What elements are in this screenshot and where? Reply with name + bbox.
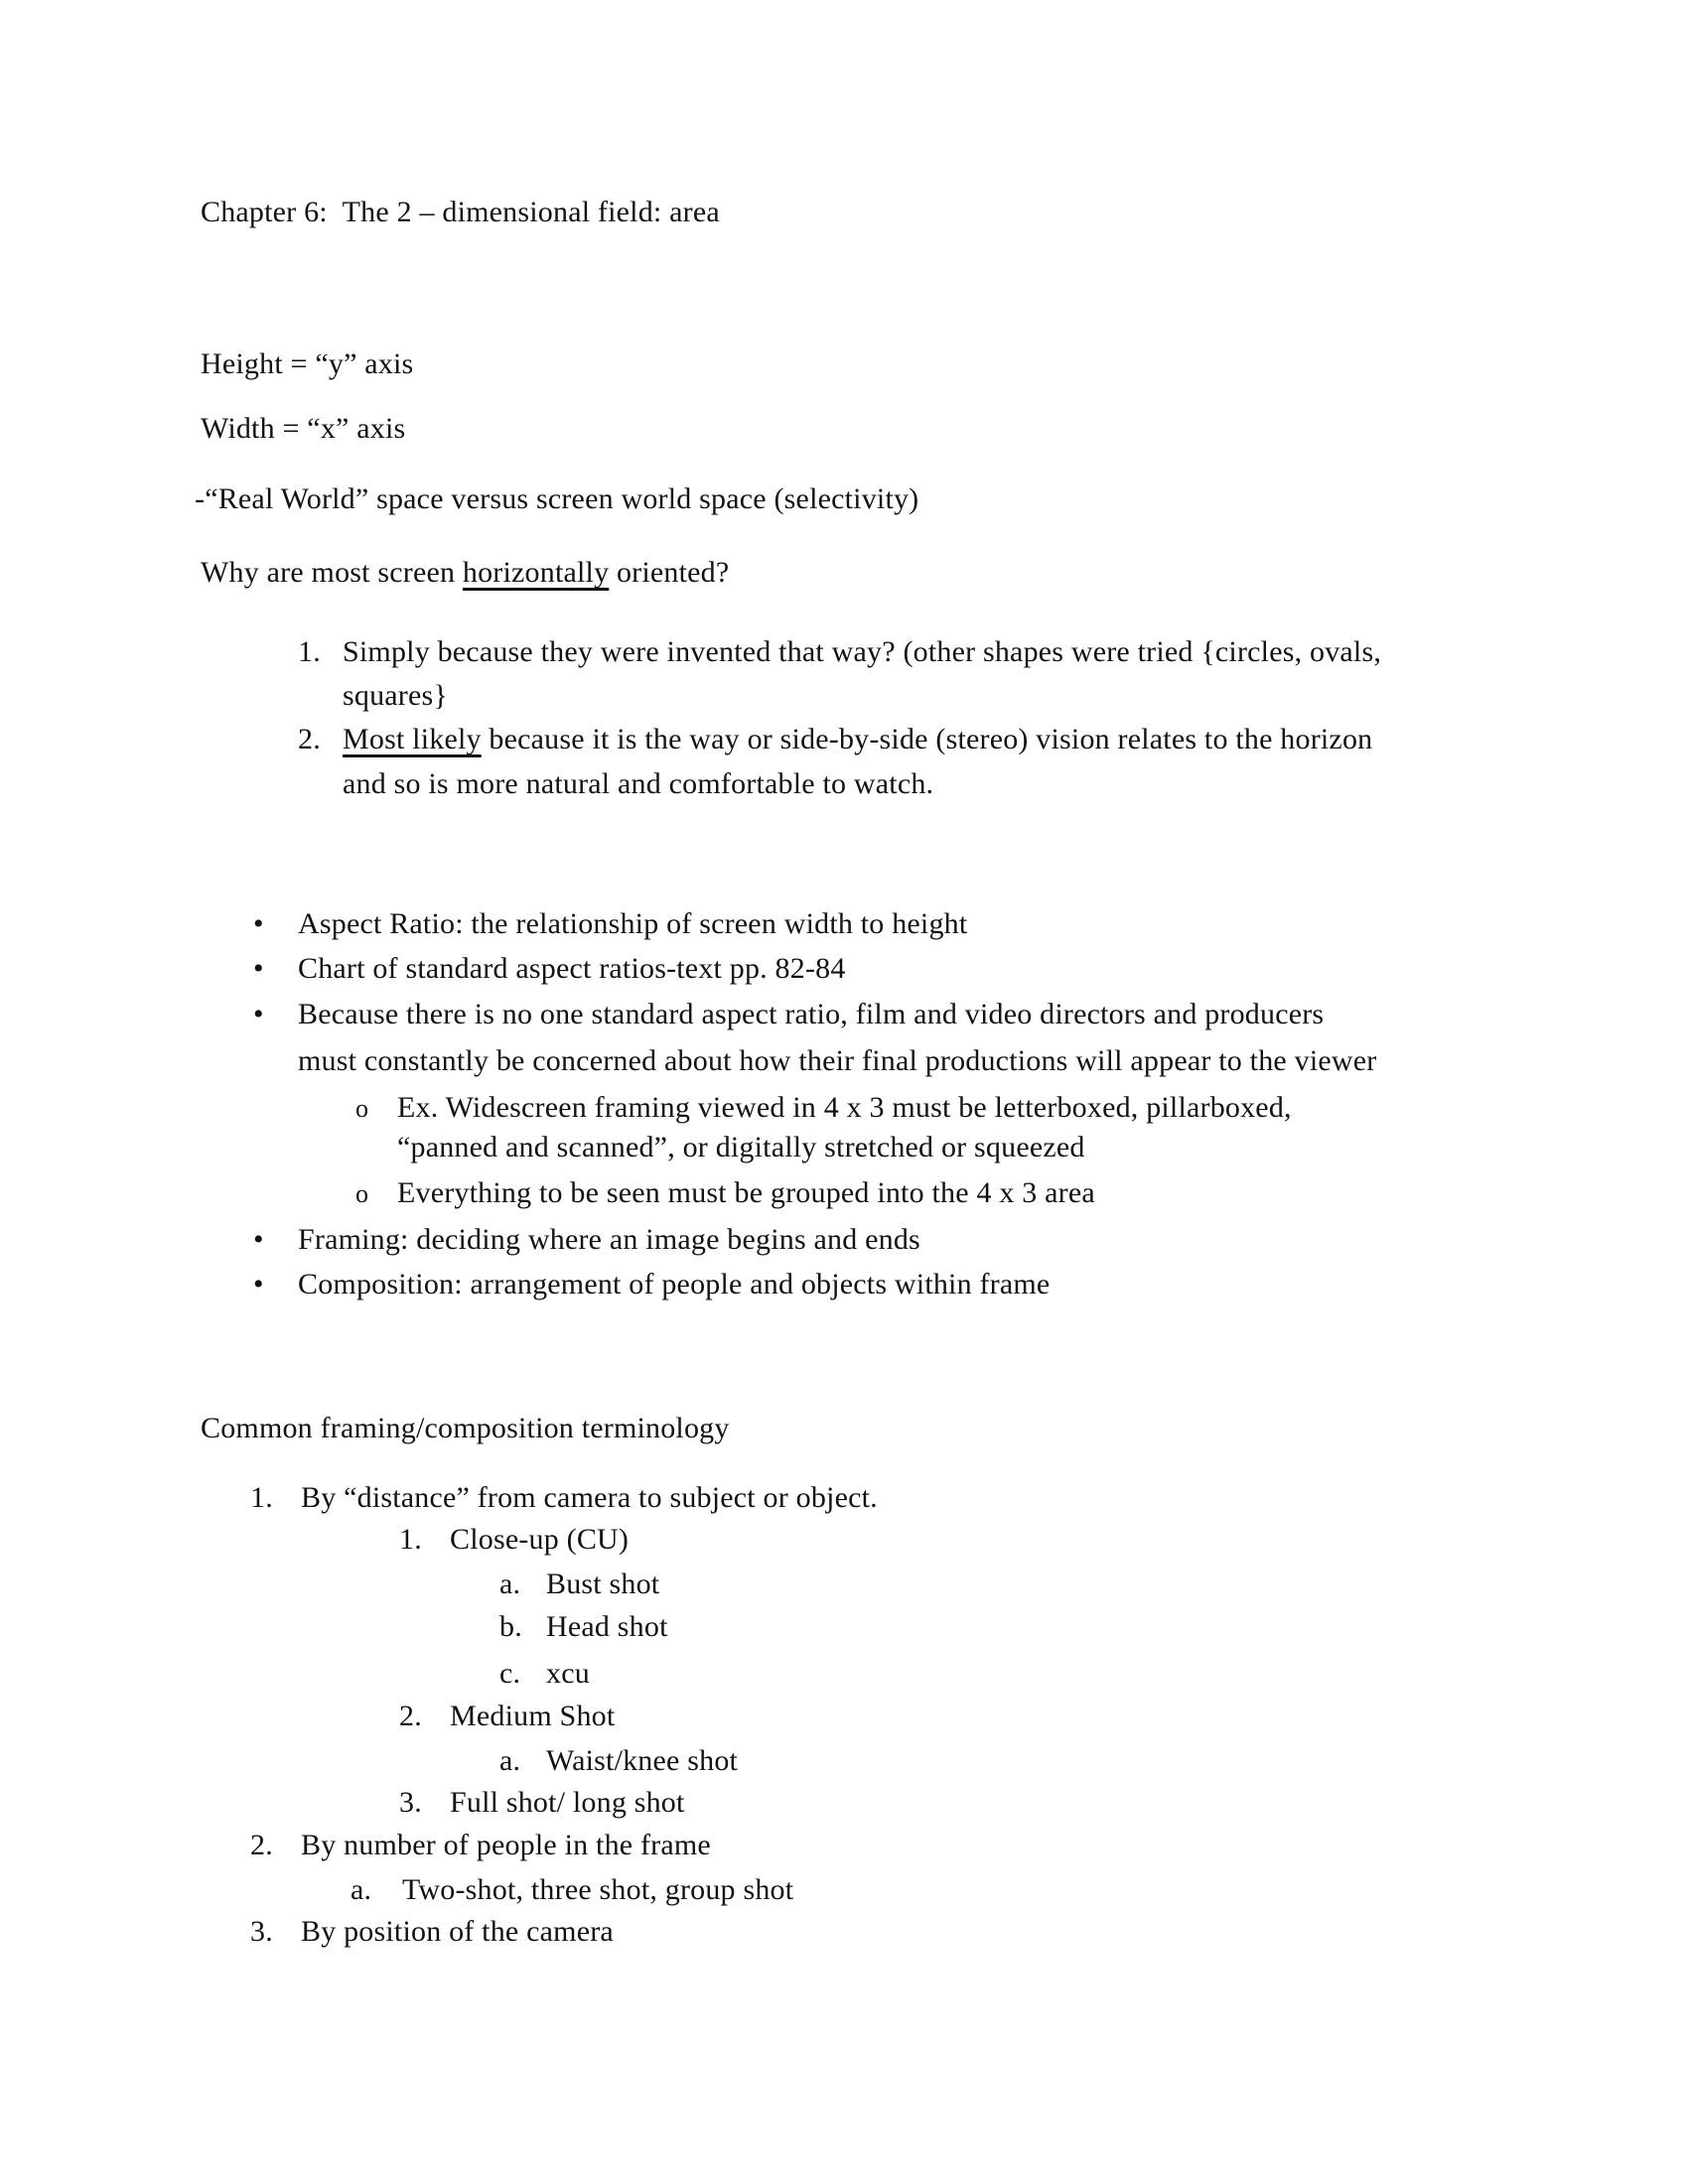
term-two-shot [351, 1875, 793, 1905]
subbullet-ex-text-2: “panned and scanned”, or digitally stretched or squeezed [397, 1131, 1085, 1163]
height-axis-text: Height = “y” axis [201, 347, 414, 380]
answer-item-1-line-2 [343, 681, 448, 711]
chapter-title-text: Chapter 6: The 2 – dimensional field: area [201, 196, 720, 228]
list-number-marker: 2. [399, 1700, 422, 1732]
term-two-shot-text: Two-shot, three shot, group shot [402, 1873, 794, 1906]
bullet-because-line-2 [298, 1046, 1376, 1076]
answer-item-1-text-cont: squares} [343, 679, 448, 712]
answer-item-2-line-1 [298, 725, 1372, 754]
circle-bullet-icon: o [355, 1094, 369, 1123]
list-number-marker: 2. [250, 1829, 273, 1861]
term-xcu-text: xcu [546, 1657, 590, 1690]
term-by-position [250, 1917, 614, 1947]
why-question-underlined: horizontally [462, 556, 610, 589]
bullet-icon: • [253, 1268, 264, 1300]
term-by-distance [250, 1483, 878, 1513]
list-number-marker: 3. [250, 1915, 273, 1948]
list-number-marker: 2. [298, 723, 321, 755]
answer-item-2-text: because it is the way or side-by-side (stereo) vision relates to the horizon [481, 723, 1373, 755]
real-world-text: -“Real World” space versus screen world space (selectivity) [195, 482, 919, 515]
subbullet-everything [355, 1178, 1095, 1209]
term-waist-knee-text: Waist/knee shot [546, 1744, 739, 1777]
term-head-shot-text: Head shot [546, 1610, 668, 1643]
list-letter-marker: a. [351, 1873, 372, 1906]
subbullet-ex-text-1: Ex. Widescreen framing viewed in 4 x 3 must be letterboxed, pillarboxed, [397, 1091, 1292, 1124]
term-waist-knee [499, 1746, 738, 1776]
term-full-long [399, 1788, 685, 1818]
term-bust-shot-text: Bust shot [546, 1568, 660, 1600]
width-axis-text: Width = “x” axis [201, 412, 406, 445]
list-letter-marker: a. [499, 1744, 521, 1777]
subbullet-ex-line-2 [397, 1133, 1085, 1162]
list-number-marker: 1. [298, 635, 321, 668]
bullet-aspect-ratio [253, 909, 967, 939]
bullet-icon: • [253, 952, 264, 985]
answer-item-2-text-cont: and so is more natural and comfortable to watch. [343, 767, 934, 800]
term-close-up [399, 1525, 629, 1555]
circle-bullet-icon: o [355, 1179, 369, 1208]
why-question-line [201, 558, 729, 588]
bullet-chart [253, 954, 846, 984]
bullet-framing [253, 1225, 920, 1255]
list-number-marker: 3. [399, 1786, 422, 1819]
list-number-marker: 1. [250, 1481, 273, 1514]
bullet-framing-text: Framing: deciding where an image begins and ends [298, 1223, 920, 1256]
bullet-because-text-1: Because there is no one standard aspect ratio, film and video directors and producers [298, 998, 1325, 1030]
real-world-line [195, 484, 918, 514]
chapter-title [201, 198, 720, 227]
subbullet-ex-line-1 [355, 1093, 1292, 1124]
subbullet-everything-text: Everything to be seen must be grouped into the 4 x 3 area [397, 1176, 1095, 1209]
bullet-composition-text: Composition: arrangement of people and objects within frame [298, 1268, 1051, 1300]
height-axis-line [201, 349, 413, 379]
answer-item-2-line-2 [343, 769, 933, 799]
bullet-icon: • [253, 1223, 264, 1256]
term-bust-shot [499, 1570, 659, 1599]
bullet-icon: • [253, 907, 264, 940]
bullet-chart-text: Chart of standard aspect ratios-text pp. 82-84 [298, 952, 846, 985]
term-by-distance-text: By “distance” from camera to subject or object. [301, 1481, 878, 1514]
term-close-up-text: Close-up (CU) [450, 1523, 630, 1556]
term-by-number [250, 1831, 711, 1860]
bullet-because-line-1 [253, 1000, 1324, 1029]
term-by-position-text: By position of the camera [301, 1915, 614, 1948]
term-full-long-text: Full shot/ long shot [450, 1786, 685, 1819]
term-medium-shot-text: Medium Shot [450, 1700, 616, 1732]
term-xcu [499, 1659, 590, 1689]
width-axis-line [201, 414, 405, 444]
bullet-icon: • [253, 998, 264, 1030]
why-question-pre: Why are most screen [201, 556, 463, 589]
answer-item-2-underlined: Most likely [343, 723, 482, 755]
list-letter-marker: a. [499, 1568, 521, 1600]
answer-item-1-line-1 [298, 637, 1381, 667]
bullet-composition [253, 1270, 1050, 1299]
list-letter-marker: b. [499, 1610, 522, 1643]
bullet-because-text-2: must constantly be concerned about how their final productions will appear to the viewer [298, 1044, 1377, 1077]
answer-item-1-text: Simply because they were invented that way? (other shapes were tried {circles, ovals, [343, 635, 1382, 668]
terminology-heading-text: Common framing/composition terminology [201, 1412, 730, 1444]
term-head-shot [499, 1612, 668, 1642]
why-question-post: oriented? [609, 556, 730, 589]
term-medium-shot [399, 1702, 615, 1731]
list-number-marker: 1. [399, 1523, 422, 1556]
terminology-heading [201, 1414, 730, 1443]
term-by-number-text: By number of people in the frame [301, 1829, 711, 1861]
bullet-aspect-ratio-text: Aspect Ratio: the relationship of screen width to height [298, 907, 968, 940]
list-letter-marker: c. [499, 1657, 521, 1690]
